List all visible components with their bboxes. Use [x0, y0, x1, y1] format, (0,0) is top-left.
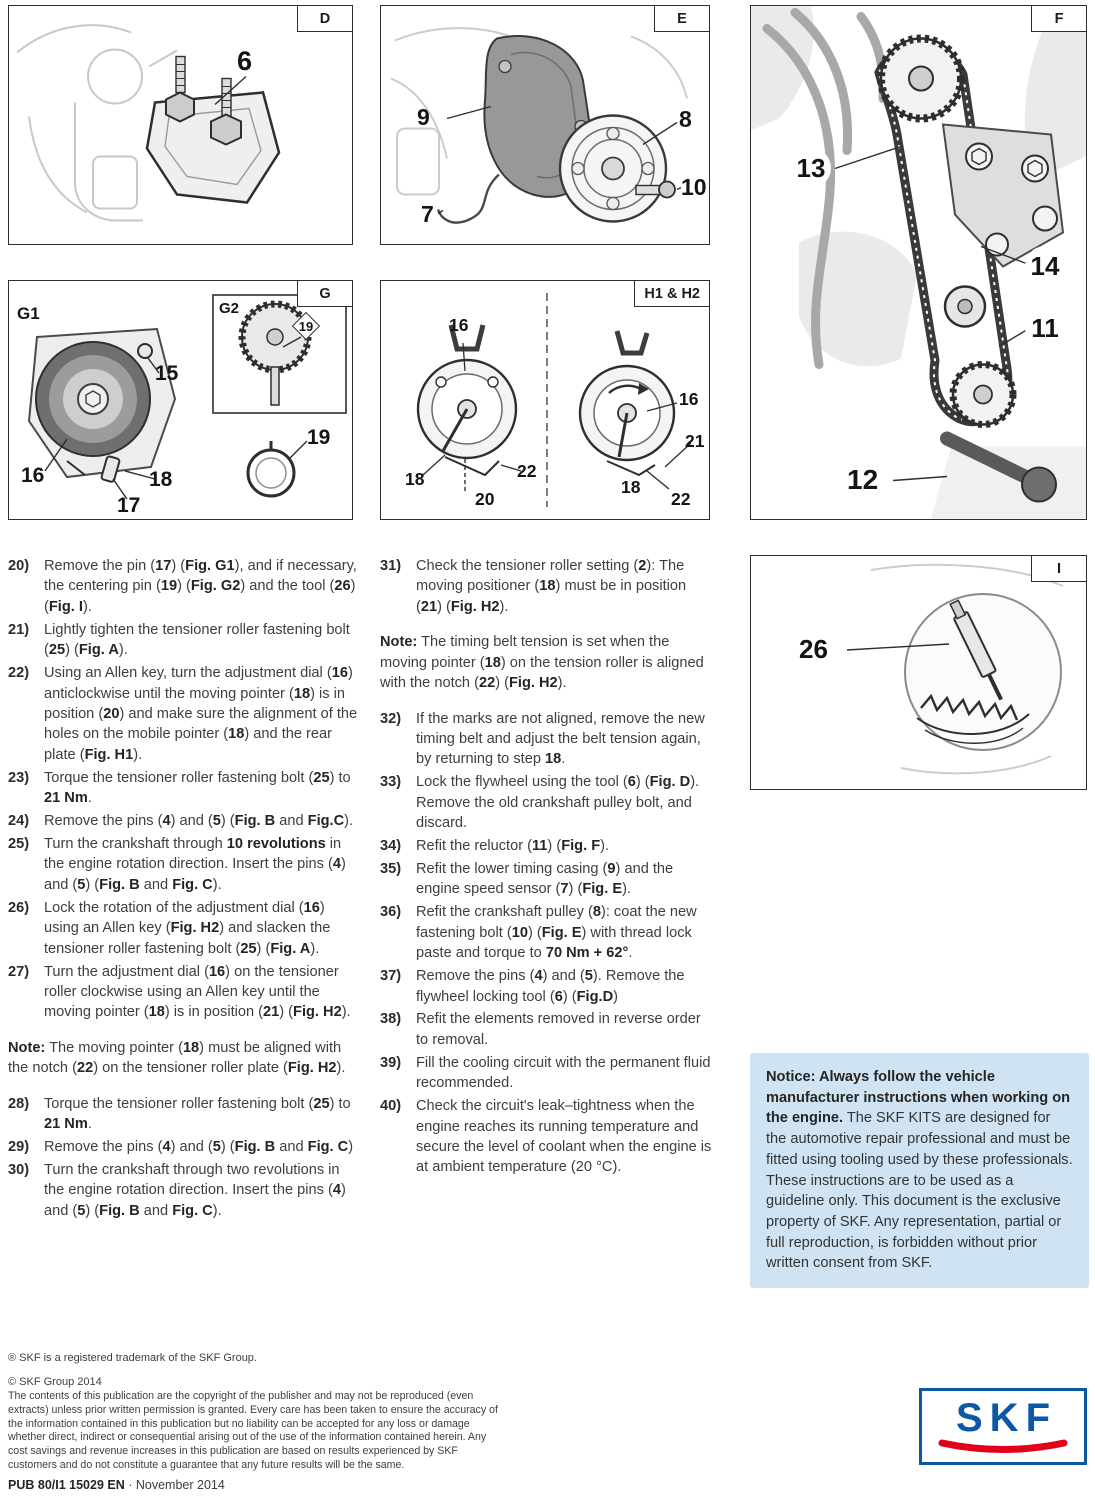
instruction-step — [380, 772, 712, 833]
step-number: 27) — [8, 963, 30, 980]
instruction-step — [380, 859, 712, 900]
instruction-step — [8, 962, 360, 1023]
step-text: Remove the pins (4) and (5). Remove the flywheel locking tool (6) (Fig.D) — [416, 968, 685, 1005]
step-text: Refit the lower timing casing (9) and the engine speed sensor (7) (Fig. E). — [416, 860, 674, 898]
figure-label-i: I — [1031, 556, 1086, 582]
step-text: Refit the crankshaft pulley (8): coat the new fastening bolt (10) (Fig. E) with thread lock paste and torque to 70 Nm + 62°. — [416, 904, 697, 962]
step-text: Turn the crankshaft through two revolutions in the engine rotation direction. Insert the pins (4) and (5) (Fig. B and Fig. C). — [44, 1161, 346, 1219]
callout-h1-16: 16 — [449, 315, 469, 335]
speed-sensor-wire — [438, 175, 499, 223]
camshaft-gear — [881, 39, 961, 119]
instruction-step — [8, 1137, 360, 1157]
step-number: 21) — [8, 621, 30, 638]
notice-text: Notice: Always follow the vehicle manufacturer instructions when working on the engine. The SKF KITS are designed for the automotive repair professional and must be fitted using tooling used by these professionals. These instructions are to be used as a guideline only. This document is the exclusive property of SKF. Any representation, partial or full reproduction, is forbidden without prior written consent from SKF. — [766, 1069, 1073, 1272]
step-number: 26) — [8, 899, 30, 916]
figure-panel-g — [8, 280, 353, 520]
idler-roller — [945, 287, 985, 327]
figure-panel-e — [380, 5, 710, 245]
figure-panel-f — [750, 5, 1087, 520]
instruction-step — [8, 556, 360, 617]
callout-h1-18: 18 — [405, 469, 425, 489]
figure-label-g: G — [297, 281, 352, 307]
figure-label-e: E — [654, 6, 709, 32]
callout-h1-20: 20 — [475, 489, 495, 509]
step-number: 38) — [380, 1011, 402, 1028]
tensioner-roller-g1 — [29, 329, 175, 482]
skf-logo-swoosh — [937, 1439, 1069, 1455]
figure-panel-i — [750, 555, 1087, 790]
publication-reference: PUB 80/I1 15029 EN · November 2014 — [8, 1478, 225, 1492]
notice-box — [750, 1053, 1089, 1288]
step-text: Fill the cooling circuit with the permanent fluid recommended. — [416, 1054, 711, 1092]
crankshaft-pulley — [560, 116, 666, 222]
callout-15: 15 — [155, 362, 179, 385]
step-number: 40) — [380, 1098, 402, 1115]
figure-label-d: D — [297, 6, 352, 32]
flywheel-locking-tool — [147, 57, 279, 203]
step-number: 25) — [8, 835, 30, 852]
step-number: 20) — [8, 558, 30, 574]
figure-h-illustration — [381, 281, 709, 519]
instruction-step — [380, 966, 712, 1007]
step-text: Note: The timing belt tension is set when the moving pointer (18) on the tension roller is aligned with the notch (22) (Fig. H2). — [380, 634, 704, 692]
step-text: Turn the adjustment dial (16) on the tensioner roller clockwise using an Allen key until the moving pointer (18) is in position (21) (Fig. H2). — [44, 963, 351, 1021]
step-text: Remove the pins (4) and (5) (Fig. B and Fig.C). — [44, 813, 354, 830]
step-text: Torque the tensioner roller fastening bolt (25) to 21 Nm. — [44, 1095, 351, 1133]
callout-10: 10 — [681, 174, 707, 200]
instruction-column-left — [8, 556, 360, 1224]
step-text: Remove the pins (4) and (5) (Fig. B and Fig. C) — [44, 1138, 354, 1155]
callout-9: 9 — [417, 104, 430, 130]
figure-i-illustration — [751, 556, 1086, 789]
step-number: 32) — [380, 710, 402, 727]
legal-text: The contents of this publication are the copyright of the publisher and may not be reproduced (even extracts) unless prior written permission is granted. Every care has been taken to ensure the accuracy of the information contained in this publication but no liability can be accepted for any loss or damage whether direct, indirect or consequential arising out of the use of the information contained herein. Any cost savings and revenue increases in this publication are based on results experienced by SKF customers and do not constitute a guarantee that any future results will be the same. — [8, 1390, 498, 1471]
step-text: Check the circuit's leak–tightness when the engine reaches its running temperature and secure the level of coolant when the engine is at ambient temperature (20 °C). — [416, 1098, 712, 1176]
step-number: 37) — [380, 968, 402, 985]
figure-panel-d — [8, 5, 353, 245]
callout-11: 11 — [1025, 308, 1065, 348]
figure-d-illustration — [9, 6, 352, 244]
step-text: Refit the elements removed in reverse order to removal. — [416, 1011, 701, 1048]
step-number: 29) — [8, 1138, 30, 1155]
instruction-step — [8, 898, 360, 959]
step-number: 22) — [8, 665, 30, 682]
callout-h2-22: 22 — [671, 489, 691, 509]
callout-h2-18: 18 — [621, 477, 641, 497]
callout-12: 12 — [847, 464, 879, 495]
instruction-step — [8, 1094, 360, 1135]
step-number: 30) — [8, 1161, 30, 1178]
instruction-step — [380, 556, 712, 617]
trademark-line: ® SKF is a registered trademark of the SKF Group. — [8, 1352, 257, 1364]
instruction-step — [380, 709, 712, 770]
callout-19: 19 — [307, 426, 331, 449]
step-text: Using an Allen key, turn the adjustment dial (16) anticlockwise until the moving pointer (18) is in position (20) and make sure the alignment of the holes on the mobile pointer (18) and the rear plate (Fig. H1). — [44, 665, 358, 763]
instruction-column-right — [380, 556, 712, 1180]
copyright-line: © SKF Group 2014 — [8, 1376, 102, 1388]
callout-16: 16 — [21, 464, 45, 487]
step-text: Lock the flywheel using the tool (6) (Fig. D). Remove the old crankshaft pulley bolt, and discard. — [416, 774, 700, 832]
instruction-step — [8, 663, 360, 765]
figure-label-h: H1 & H2 — [634, 281, 709, 307]
step-text: If the marks are not aligned, remove the new timing belt and adjust the belt tension again, by returning to step 18. — [416, 710, 705, 768]
callout-6: 6 — [237, 46, 253, 76]
step-number: 23) — [8, 769, 30, 786]
sublabel-g1: G1 — [17, 304, 40, 323]
figure-label-f: F — [1031, 6, 1086, 32]
step-number: 39) — [380, 1054, 402, 1071]
callout-14: 14 — [1025, 246, 1065, 286]
callout-13: 13 — [791, 148, 831, 188]
step-text: Turn the crankshaft through 10 revolutions in the engine rotation direction. Insert the pins (4) and (5) (Fig. B and Fig. C). — [44, 835, 346, 893]
instruction-step — [380, 836, 712, 856]
tensioner-h1 — [418, 325, 516, 493]
instruction-step — [380, 1009, 712, 1050]
skf-logo-text: SKF — [956, 1396, 1057, 1440]
instruction-step — [8, 620, 360, 661]
figure-panel-h — [380, 280, 710, 520]
sublabel-g2: G2 — [219, 300, 240, 317]
step-text: Check the tensioner roller setting (2): The moving positioner (18) must be in position (21) (Fig. H2). — [416, 558, 687, 615]
step-number: 35) — [380, 860, 402, 877]
step-number: 28) — [8, 1095, 30, 1112]
callout-18: 18 — [149, 468, 173, 491]
instruction-step — [8, 811, 360, 831]
step-text: Lock the rotation of the adjustment dial (16) using an Allen key (Fig. H2) and slacken the tensioner roller fastening bolt (25) (Fig. A). — [44, 899, 331, 957]
skf-logo — [919, 1388, 1087, 1465]
step-number: 24) — [8, 813, 30, 830]
step-number: 34) — [380, 838, 402, 855]
callout-h1-22: 22 — [517, 461, 537, 481]
instruction-step — [8, 1038, 360, 1079]
callout-19-diamond: 19 — [291, 311, 321, 341]
step-text: Torque the tensioner roller fastening bolt (25) to 21 Nm. — [44, 769, 351, 807]
callout-17: 17 — [117, 494, 141, 517]
step-number: 36) — [380, 904, 402, 921]
step-number: 33) — [380, 774, 402, 791]
step-number: 31) — [380, 558, 402, 574]
callout-8: 8 — [679, 106, 692, 132]
reluctor-wheel — [953, 365, 1013, 425]
instruction-step — [8, 768, 360, 809]
centering-pin-tool — [248, 441, 294, 496]
instruction-step — [8, 834, 360, 895]
step-text: Lightly tighten the tensioner roller fastening bolt (25) (Fig. A). — [44, 621, 350, 659]
step-text: Remove the pin (17) (Fig. G1), and if necessary, the centering pin (19) (Fig. G2) and the tool (26) (Fig. I). — [44, 558, 357, 615]
step-text: Note: The moving pointer (18) must be aligned with the notch (22) on the tensioner roller plate (Fig. H2). — [8, 1039, 346, 1077]
tensioner-h2 — [580, 331, 674, 489]
callout-h2-21: 21 — [685, 431, 705, 451]
instruction-step — [380, 902, 712, 963]
instruction-step — [380, 1096, 712, 1178]
callout-7: 7 — [421, 201, 434, 227]
instruction-step — [380, 632, 712, 693]
instruction-step — [8, 1160, 360, 1221]
instruction-step — [380, 1053, 712, 1094]
callout-26: 26 — [799, 634, 828, 664]
step-text: Refit the reluctor (11) (Fig. F). — [416, 838, 610, 855]
callout-h2-16: 16 — [679, 389, 699, 409]
